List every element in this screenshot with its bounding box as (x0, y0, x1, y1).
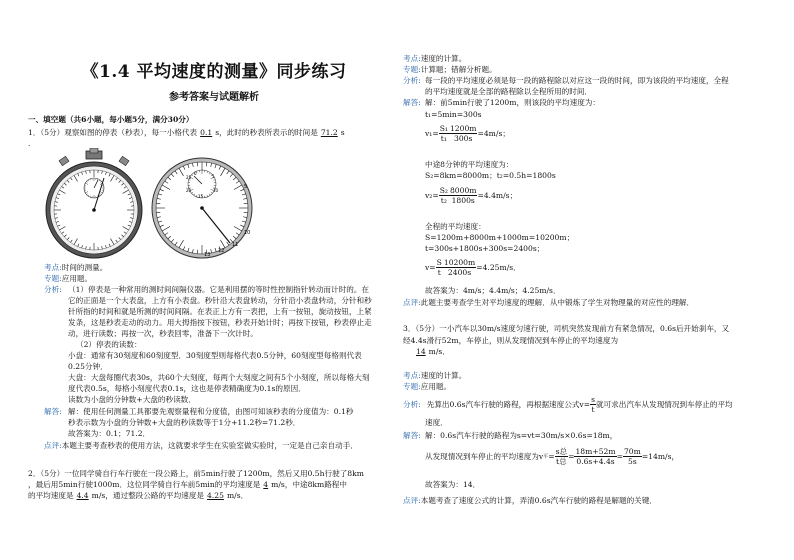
q2-dianping: 点评:此题主要考查学生对平均速度的理解．从中锻炼了学生对物理量的对应性的理解． (403, 298, 695, 307)
q2-answer: 故答案为：4m/s；4.4m/s；4.25m/s． (425, 286, 561, 295)
q1-fenxi-line: 小盘：通常有30刻度和60刻度型．30刻度型则每格代表0.5分钟，60刻度型每格则代表 (68, 351, 362, 360)
q3-blank: 14 m/s． (416, 347, 450, 356)
dial-label: 10 (244, 230, 251, 236)
dial-label: 20 (186, 188, 192, 193)
page-subtitle: 参考答案与试题解析 (169, 92, 259, 103)
dial-label: 10 (213, 188, 219, 193)
q3-kaodian: 考点:速度的计算。 (403, 371, 467, 380)
q3-fenxi-line: 速度． (425, 418, 448, 427)
q2-mid-intro: 中途8分钟的平均速度为： (425, 160, 514, 169)
q1-jieda-line: 解：使用任何测量工具都要先观察量程和分度值，由图可知该秒表的分度值为：0.1秒 (68, 407, 354, 416)
q2-stem: 的平均速度是 4.4 m/s，通过整段公路的平均速度是 4.25 m/s． (28, 491, 249, 500)
dial-label: 13 (204, 252, 211, 258)
q1-fenxi-line: 它的正面是一个大表盘，上方有小表盘。秒针沿大表盘转动，分针沿小表盘转动，分针和秒 (68, 296, 372, 305)
q3-answer: 故答案为：14． (425, 480, 481, 489)
q3-formula: 从发现情况到车停止的平均速度为v 平 = $\frac{\text{s总}}{\text{t总}}$ = $\frac{18m+52m}{0.6s+4.4s}$ = $\frac{70m}{5s}$ =14m/s， (425, 447, 680, 466)
q2-whole-intro: 全程的平均速度： (425, 222, 486, 231)
dial-label: 5 (212, 174, 215, 179)
q1-dianping: 点评:本题主要考查秒表的使用方法，这就要求学生在实验室做实验时，一定是自己亲自动手． (44, 441, 358, 450)
q3-zhuanti: 专题:应用题。 (403, 382, 452, 391)
page-title: 《1.4 平均速度的测量》同步练习 (81, 62, 347, 82)
q1-stem: 1．（5分）观察如图的停表（秒表），每一小格代表 0.1 s，此时的秒表所表示的时间是 71.2 s (28, 128, 345, 137)
q2-fenxi-line: 每一段的平均速度必须是每一段的路程除以对应这一段的时间，即为该段的平均速度，全程 (425, 76, 729, 85)
q2-formula-v1: v₁= $\frac{\text{S₁}}{\text{t₁}}$ $\frac{1200m}{300s}$ =4m/s； (425, 124, 510, 143)
q1-fenxi-label: 分析: (44, 285, 62, 294)
dial-label: 11 (232, 242, 239, 248)
dial-label: 25 (186, 175, 192, 180)
q2-fenxi-line: 的平均速度就是全部的路程除以全程所用的时间． (425, 87, 593, 96)
q3-stem: 经4.4s滑行52m，车停止，则从发现情况到车停止的平均速度为 (403, 336, 619, 345)
q1-dot: . (28, 139, 31, 148)
q3-jieda-line: 解：0.6s汽车行驶的路程为s=vt=30m/s×0.6s=18m， (425, 431, 618, 440)
dial-label: 12 (218, 248, 225, 254)
q1-fenxi-line: 0.25分钟． (68, 362, 108, 371)
q1-jieda-line: 故答案为：0.1；71.2． (68, 429, 151, 438)
q1-fenxi-line: （1）停表是一种常用的测时间间隔仪器。它是利用摆的等时性控制指针转动而计时的。在 (68, 285, 369, 294)
q1-jieda-line: 秒表示数为小盘的分钟数+大盘的秒读数等于1分+11.2秒=71.2秒． (68, 418, 301, 427)
dial-label: 0 (194, 171, 197, 176)
q1-fenxi-line: （2）停表的读数： (76, 340, 142, 349)
q1-fenxi-line: 读数为小盘的分钟数+大盘的秒读数． (68, 395, 196, 404)
q1-zhuanti: 专题:应用题。 (44, 274, 93, 283)
q2-formula-v: v= $\frac{S}{t}$ $\frac{10200m}{2400s}$ =4.25m/s． (425, 258, 521, 277)
q3-jieda-label: 解答: (403, 431, 421, 440)
q1-fenxi-line: 度代表0.5s，每格小刻度代表0.1s，这也是停表精确度为0.1s的原因． (68, 384, 306, 393)
q1-kaodian: 考点:时间的测量。 (44, 263, 108, 272)
q2-t-total: t=300s+1800s+300s=2400s； (425, 244, 545, 253)
stopwatch-icon (46, 148, 142, 258)
q2-t1: t₁=5min=300s (425, 110, 482, 119)
q2-kaodian: 考点:速度的计算。 (403, 54, 467, 63)
q1-jieda-label: 解答: (44, 407, 62, 416)
q2-zhuanti: 专题:计算题；错解分析题。 (403, 65, 497, 74)
q2-stem: 2．（5分）一位同学骑自行车行驶在一段公路上，前5min行驶了1200m，然后又用0.5h行驶了8km (28, 469, 364, 478)
dial-label: 15 (198, 194, 204, 199)
section-heading: 一、填空题（共6小题，每小题5分，满分30分） (28, 115, 194, 124)
q2-s2t2: S₂=8km=8000m；t₂=0.5h=1800s (425, 171, 556, 180)
q3-stem: 3．（5分）一小汽车以30m/s速度匀速行驶，司机突然发现前方有紧急情况，0.6s后开始刹车，又 (403, 324, 730, 333)
q2-formula-v2: v₂= $\frac{\text{S₂}}{\text{t₂}}$ $\frac{8000m}{1800s}$ =4.4m/s； (425, 186, 518, 205)
dial-label: 5 (244, 184, 248, 190)
q2-stem: ，最后用5min行驶1000m．这位同学骑自行车前5min的平均速度是 4 m/s，中途8km路程中 (28, 480, 347, 489)
q1-fenxi-line: 针所指的时间和就是所测的时间间隔。在表正上方有一表把，上有一按钮，旋动按钮，上紧 (68, 307, 372, 316)
magnified-dial-icon (152, 158, 252, 258)
q1-fenxi-line: 大盘：大盘每圈代表30s，共60个大刻度，每两个大刻度之间有5个小刻度，所以每格大刻 (68, 373, 370, 382)
stopwatch-figure (44, 148, 254, 260)
q2-jieda-label: 解答: (403, 98, 421, 107)
q3-fenxi: 分析: 先算出0.6s汽车行驶的路程，再根据速度公式v= $\frac{s}{t}$ 就可求出汽车从发现情况到车停止的平均 (403, 395, 733, 414)
q3-dianping: 点评:本题考查了速度公式的计算，弄清0.6s汽车行驶的路程是解题的关键． (403, 496, 657, 505)
q2-s-total: S=1200m+8000m+1000m=10200m； (425, 233, 575, 242)
q2-fenxi-label: 分析: (403, 76, 421, 85)
q1-fenxi-line: 动，进行读数；再按一次，秒表回零，准备下一次计时。 (68, 329, 258, 338)
q1-fenxi-line: 发条，这是秒表走动的动力。用大拇指按下按钮，秒表开始计时；再按下按钮，秒表停止走 (68, 318, 372, 327)
q2-jieda-line: 解：前5min行驶了1200m，则该段的平均速度为： (425, 98, 600, 107)
